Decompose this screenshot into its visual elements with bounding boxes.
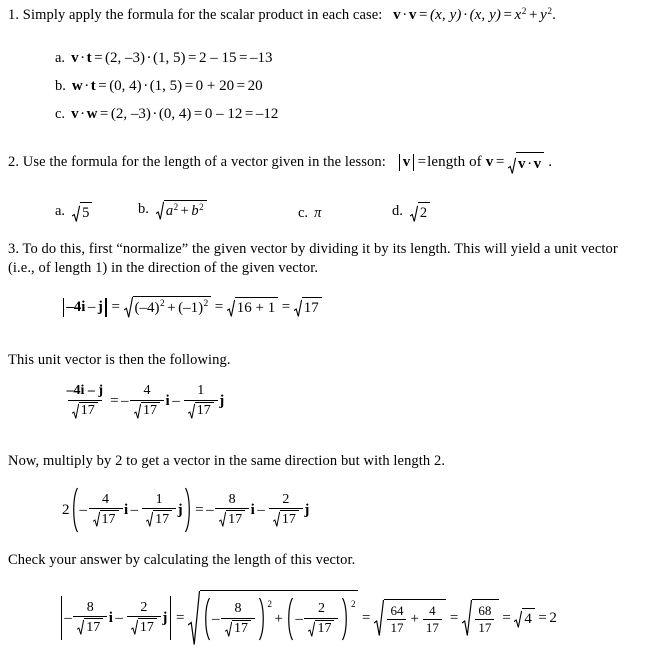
unit-vector-denominator (68, 400, 102, 419)
abs-content (66, 298, 103, 317)
answer-c-vector-1: v (71, 106, 79, 122)
choice-a-sqrt (72, 202, 92, 222)
mag-sqrt-17 (294, 297, 322, 317)
answer-a-vector-2: t (86, 50, 92, 66)
sqrt-17 (134, 402, 160, 419)
answer-a-equals-2: = (188, 50, 197, 66)
answer-a-equals-1: = (94, 50, 103, 66)
inner-j: j (177, 501, 183, 518)
radical-sign (308, 620, 315, 637)
choice-b-a: a (165, 202, 174, 219)
radical-sign (188, 590, 200, 646)
radical-sign (508, 152, 516, 174)
mag-coef-i: –4i (66, 298, 86, 315)
mag-sqrt-16-plus-1 (227, 297, 278, 317)
unit-vector-text: This unit vector is then the following. (8, 352, 231, 368)
choice-c[interactable] (298, 205, 321, 222)
choice-b-plus: + (180, 202, 189, 219)
check-square-group-1 (202, 597, 272, 641)
inner-fraction-i (89, 493, 123, 528)
paren-content (79, 493, 184, 528)
sqrt-17-radicand: 17 (195, 402, 214, 419)
sqrt-17 (72, 402, 98, 419)
answer-b-equals-1: = (98, 78, 107, 94)
paren-content (294, 602, 341, 637)
check-outer-radicand (200, 590, 358, 646)
sqrt-17-radicand: 17 (232, 620, 251, 637)
radicand (516, 152, 544, 174)
fraction-i-denominator (130, 400, 164, 419)
answer-c-pair-2: (0, 4) (158, 106, 192, 122)
check-i: i (108, 609, 113, 626)
check-p1-numerator: 8 (234, 600, 242, 616)
check-fraction-i (73, 601, 107, 636)
answer-c-pair-1: (2, –3) (110, 106, 151, 122)
choice-b-radicand: a 2 + b 2 (164, 200, 207, 220)
abs-bar-left (61, 596, 62, 640)
mag-equals-3: = (281, 298, 291, 315)
radicand-v1: v (517, 155, 526, 172)
paren-right (184, 487, 193, 533)
radical-sign (410, 202, 418, 222)
radical-sign (514, 608, 522, 628)
radical-sign (225, 620, 232, 637)
multiply-equals: = (195, 501, 204, 518)
paren-right (341, 597, 350, 641)
abs-bar-right (413, 154, 414, 171)
choice-a[interactable] (55, 202, 93, 222)
result-fraction-i-numerator: 8 (228, 491, 236, 507)
q2-equals-2: = (495, 154, 505, 171)
unit-vector-j: j (219, 392, 225, 409)
check-68-17-radicand (472, 599, 499, 637)
answer-b-pair-1: (0, 4) (109, 78, 142, 94)
check-sqrt-68-17 (462, 599, 499, 637)
formula-equals-2: = (503, 7, 513, 24)
formula-equals-1: = (418, 7, 428, 24)
sqrt-17-radicand: 17 (79, 402, 98, 419)
check-answer-text: Check your answer by calculating the length of this vector. (8, 552, 356, 568)
answer-a-dot-1: · (80, 50, 86, 66)
q2-equals-1: = (417, 154, 427, 171)
unit-vector-main-fraction (64, 384, 107, 419)
choice-d-sqrt (410, 202, 430, 222)
unit-vector-numerator: –4i – j (66, 383, 104, 398)
choice-b-sqrt (156, 200, 207, 220)
check-sum-radicand (384, 599, 446, 637)
answer-b-equals-3: = (236, 78, 246, 94)
check-p2-minus: – (295, 610, 303, 627)
radicand-v2: v (533, 155, 542, 172)
check-fraction-i-numerator: 8 (86, 599, 94, 615)
check-sum-f1-denominator: 17 (387, 619, 406, 635)
sqrt-v-dot-v (508, 152, 544, 174)
formula-period: . (552, 7, 556, 24)
choice-d-label: d. (392, 203, 403, 220)
question-1-intro: 1. Simply apply the formula for the scalar product in each case: (8, 7, 383, 23)
radical-sign (134, 402, 141, 419)
answer-b-vector-2: t (90, 78, 96, 94)
check-p2-denominator (304, 618, 338, 637)
abs-content (64, 596, 167, 640)
answer-item-c-label: c. (55, 106, 66, 122)
check-sqrt-sum-fractions (374, 599, 446, 637)
check-sum-f2-numerator: 4 (429, 603, 436, 619)
check-equals-1: = (176, 609, 185, 626)
abs-bar-left (399, 154, 400, 171)
abs-bar-right (105, 298, 106, 317)
answer-b-pair-2: (1, 5) (149, 78, 183, 94)
answer-item-b-label: b. (55, 78, 66, 94)
check-plus: + (274, 610, 283, 627)
result-fraction-i (215, 493, 249, 528)
answer-b-step: 0 + 20 (195, 78, 235, 94)
answer-a-pair-1: (2, –3) (105, 50, 146, 66)
result-i: i (250, 501, 255, 518)
fraction-j-numerator: 1 (197, 383, 205, 398)
formula-x: x (514, 7, 522, 24)
unit-vector-fraction-j (184, 384, 218, 419)
multiply-inner-minus-1: – (79, 501, 87, 518)
sqrt-17-radicand: 17 (280, 510, 299, 527)
mag-square-2: (–1) (178, 299, 204, 316)
answer-b-dot-2: · (143, 78, 149, 94)
check-final-value: 2 (549, 609, 557, 626)
radical-sign (146, 510, 153, 527)
result-fraction-j-numerator: 2 (282, 491, 290, 507)
choice-a-radicand: 5 (80, 202, 92, 222)
check-equals-5: = (538, 609, 547, 626)
sqrt-17 (93, 510, 119, 527)
inner-fraction-i-denominator (89, 508, 123, 527)
answer-c-vector-2: w (86, 106, 98, 122)
radical-sign (219, 510, 226, 527)
sqrt-17-radicand: 17 (153, 510, 172, 527)
formula-dot-2: · (462, 7, 469, 24)
answer-c-step: 0 – 12 (204, 106, 243, 122)
mag-minus: – (87, 298, 96, 315)
unit-vector-minus-2: – (172, 392, 180, 409)
multiply-inner-minus-2: – (130, 501, 139, 518)
paren-left (285, 597, 294, 641)
check-68-numerator: 68 (478, 603, 492, 619)
inner-fraction-j (142, 493, 176, 528)
unit-vector-minus-1: – (121, 392, 129, 409)
paren-left (202, 597, 211, 641)
question-1-line (8, 6, 556, 25)
formula-pair-1: (x, y) (430, 7, 462, 24)
radical-sign (77, 618, 84, 635)
check-p2-exponent: 2 (350, 599, 356, 610)
multiply-result-minus-1: – (206, 501, 214, 518)
sqrt-17 (146, 510, 172, 527)
choice-b-b: b (191, 202, 199, 219)
mag-sqrt-sum (124, 296, 212, 318)
inner-fraction-j-numerator: 1 (155, 491, 163, 507)
q2-period: . (548, 154, 553, 171)
answer-a-step: 2 – 15 (199, 50, 237, 66)
paren-content (211, 602, 258, 637)
answer-c-dot-1: · (80, 106, 86, 122)
q2-vector-v: v (485, 154, 494, 171)
sqrt-17 (77, 618, 103, 635)
check-p1-exponent: 2 (267, 599, 273, 610)
answer-a-result: –13 (249, 50, 273, 66)
radical-sign (374, 599, 384, 637)
radical-sign (294, 297, 302, 317)
radical-sign (188, 402, 195, 419)
answer-b-result: 20 (247, 78, 263, 94)
choice-b-label: b. (138, 201, 149, 218)
formula-vector-v2: v (408, 7, 417, 24)
paren-left (70, 487, 79, 533)
check-equals-3: = (449, 609, 459, 626)
answer-item-a (55, 50, 272, 67)
choice-b[interactable] (138, 200, 208, 220)
check-fraction-68-17 (475, 604, 494, 634)
choice-d[interactable] (392, 202, 431, 222)
mag-sum-radicand: 16 + 1 (235, 297, 278, 317)
answer-b-equals-2: = (184, 78, 194, 94)
check-square-group-2 (285, 597, 355, 641)
answer-a-pair-2: (1, 5) (153, 50, 186, 66)
radical-sign (227, 297, 235, 317)
check-sum-f2-denominator: 17 (423, 619, 442, 635)
answer-a-vector-1: v (71, 50, 79, 66)
check-equals-2: = (361, 609, 371, 626)
result-fraction-j (269, 493, 303, 528)
sqrt-17 (188, 402, 214, 419)
answer-item-c (55, 106, 278, 123)
question-3-intro: 3. To do this, first “normalize” the given vector by dividing it by its length. This will yield a unit vector (i.e., of length 1) in the direction of the given vector. (8, 241, 618, 276)
mag-equals-2: = (214, 298, 224, 315)
answer-a-dot-2: · (146, 50, 152, 66)
result-fraction-j-denominator (269, 508, 303, 527)
mag-radicand: (–4) 2 + (–1) 2 (133, 296, 212, 318)
check-17-denominator: 17 (475, 619, 494, 635)
answer-b-vector-1: w (71, 78, 83, 94)
check-fraction-i-denominator (73, 616, 107, 635)
formula-pair-2: (x, y) (469, 7, 501, 24)
check-sum-fraction-1 (387, 604, 406, 634)
answer-c-equals-1: = (99, 106, 109, 122)
choice-c-label: c. (298, 205, 309, 221)
fraction-j-denominator (184, 400, 218, 419)
check-fraction-j-numerator: 2 (140, 599, 148, 615)
radical-sign (93, 510, 100, 527)
formula-plus: + (529, 7, 538, 24)
sqrt-17 (308, 620, 334, 637)
check-p2-fraction (304, 602, 338, 637)
sqrt-17-radicand: 17 (138, 618, 157, 635)
radical-sign (131, 618, 138, 635)
multiply-equation (62, 487, 309, 533)
formula-y: y (540, 7, 547, 24)
inner-fraction-i-numerator: 4 (102, 491, 109, 507)
formula-vector-v1: v (393, 7, 401, 24)
multiply-result-minus-2: – (257, 501, 265, 518)
mag-square-1: (–4) (134, 299, 160, 316)
check-j: j (162, 609, 168, 626)
question-2-formula (397, 152, 553, 174)
sqrt-17-radicand: 17 (84, 618, 103, 635)
check-sum-plus: + (410, 610, 419, 627)
q2-length-of: length of (427, 154, 482, 171)
mag-plus: + (167, 299, 176, 316)
inner-i: i (124, 501, 129, 518)
mag-j: j (97, 298, 103, 315)
sqrt-17 (219, 510, 245, 527)
abs-content (403, 154, 411, 171)
abs-value-v (397, 154, 417, 171)
abs-bar-right (170, 596, 171, 640)
multiply-text: Now, multiply by 2 to get a vector in the same direction but with length 2. (8, 453, 446, 469)
question-2-intro: 2. Use the formula for the length of a vector given in the lesson: (8, 154, 386, 171)
unit-vector-equals: = (110, 392, 119, 409)
abs-vector-v: v (402, 154, 411, 171)
abs-bar-left (63, 298, 64, 317)
unit-vector-fraction-i (130, 384, 164, 419)
question-2-line (8, 152, 552, 174)
answer-item-a-label: a. (55, 50, 66, 66)
check-sum-fraction-2 (423, 604, 442, 634)
result-fraction-i-denominator (215, 508, 249, 527)
choice-a-label: a. (55, 203, 66, 220)
abs-value-group (60, 298, 109, 317)
check-equals-4: = (502, 609, 511, 626)
sqrt-17-radicand: 17 (315, 620, 334, 637)
check-minus-1: – (64, 609, 72, 626)
radical-sign (72, 402, 79, 419)
check-p2-numerator: 2 (317, 600, 325, 616)
sqrt-17-radicand: 17 (141, 402, 160, 419)
sqrt-17-radicand: 17 (100, 510, 119, 527)
formula-dot-1: · (402, 7, 408, 24)
radical-sign (462, 599, 472, 637)
radical-sign (72, 202, 80, 222)
parenthesized-expression (70, 487, 193, 533)
check-fraction-j (127, 601, 161, 636)
answer-item-b (55, 78, 263, 95)
check-p1-denominator (221, 618, 255, 637)
radical-sign (273, 510, 280, 527)
sqrt-17 (131, 618, 157, 635)
multiply-scalar: 2 (62, 501, 70, 518)
check-sum-f1-numerator: 64 (390, 603, 404, 619)
radical-sign (124, 296, 133, 318)
check-equation (58, 590, 557, 646)
mag-equals-1: = (111, 298, 121, 315)
sqrt-17-radicand: 17 (226, 510, 245, 527)
check-p1-minus: – (212, 610, 220, 627)
radicand-dot: · (527, 155, 533, 172)
check-sqrt-4 (514, 608, 535, 628)
check-abs-group (58, 596, 174, 640)
radical-sign (156, 200, 164, 220)
question-1-formula: v · v = (x, y) · (x, y) = x 2 + y 2 . (393, 6, 556, 24)
answer-c-result: –12 (255, 106, 279, 122)
answer-a-equals-3: = (239, 50, 248, 66)
unit-vector-i: i (165, 392, 170, 409)
answer-c-dot-2: · (152, 106, 158, 122)
answer-b-dot-1: · (84, 78, 90, 94)
magnitude-equation (60, 296, 323, 318)
choice-c-value: π (314, 205, 322, 221)
check-minus-2: – (115, 609, 123, 626)
fraction-i-numerator: 4 (143, 383, 151, 398)
check-p1-fraction (221, 602, 255, 637)
sqrt-17 (273, 510, 299, 527)
check-fraction-j-denominator (127, 616, 161, 635)
unit-vector-equation (62, 384, 224, 419)
answer-c-equals-2: = (193, 106, 203, 122)
choice-d-radicand: 2 (418, 202, 430, 222)
inner-fraction-j-denominator (142, 508, 176, 527)
check-outer-sqrt (188, 590, 358, 646)
check-final-radicand: 4 (522, 608, 535, 628)
answer-c-equals-3: = (244, 106, 254, 122)
mag-final-radicand: 17 (302, 297, 322, 317)
paren-right (258, 597, 267, 641)
sqrt-17 (225, 620, 251, 637)
result-j: j (304, 501, 310, 518)
